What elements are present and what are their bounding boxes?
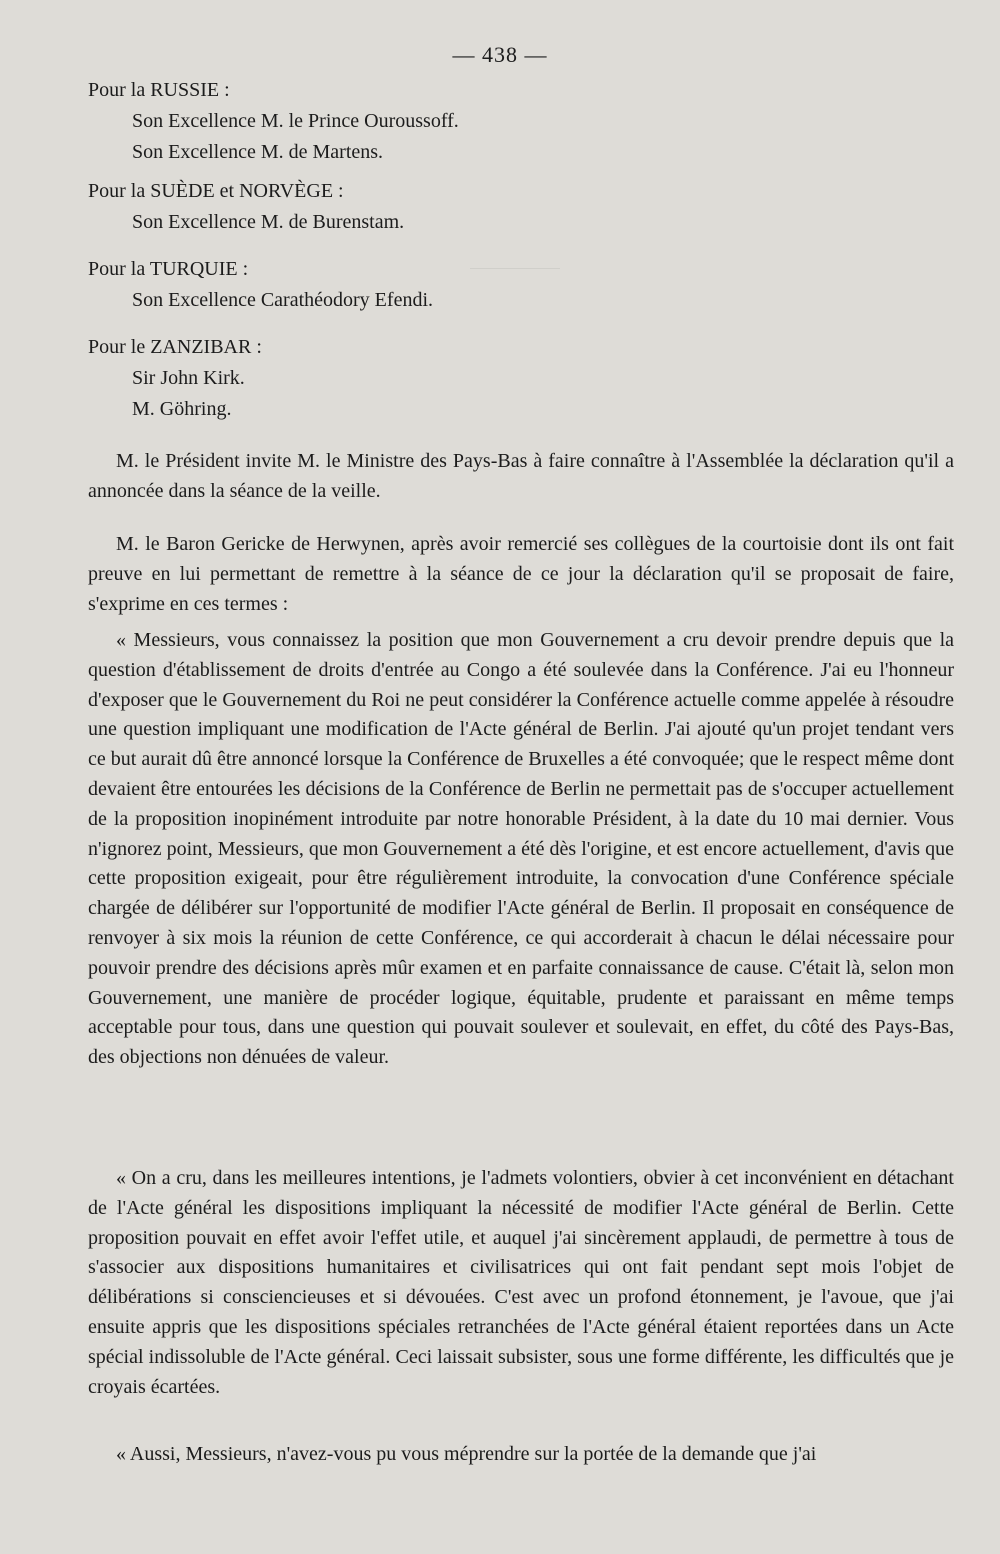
delegation-sweden-norway: [88, 176, 404, 238]
paragraph-declaration-1: [88, 626, 954, 1073]
delegation-country: Pour la SUÈDE et NORVÈGE :: [88, 180, 344, 202]
show-through-rule: [470, 268, 560, 269]
paragraph-text: M. le Président invite M. le Ministre des Pays-Bas à faire connaître à l'Assemblée la déclaration qu'il a annoncée dans la séance de la veille.: [88, 450, 954, 502]
delegation-country: Pour la TURQUIE :: [88, 258, 249, 280]
paragraph-text: « Messieurs, vous connaissez la position que mon Gouvernement a cru devoir prendre depuis que la question d'établissement de droits d'entrée au Congo a été soulevée dans la Conférence. J'ai eu l'honneur d'exposer que le Gouvernement du Roi ne peut considérer la Conférence actuelle comme appelée à résoudre une question impliquant une modification de l'Acte général de Berlin. J'ai ajouté qu'un projet tendant vers ce but aurait dû être annoncé lorsque la Conférence de Bruxelles a été convoquée; que le respect même dont devaient être entourées les décisions de la Conférence de Berlin ne permettait pas de s'occuper actuellement de la proposition inopinément introduite par notre honorable Président, à la date du 10 mai dernier. Vous n'ignorez point, Messieurs, que mon Gouvernement a été dès l'origine, et est encore actuellement, d'avis que cette proposition exigeait, pour être régulièrement introduite, la convocation d'une Conférence spéciale chargée de délibérer sur l'opportunité de modifier l'Acte général de Berlin. Il proposait en conséquence de renvoyer à six mois la réunion de cette Conférence, ce qui accorderait à chacun le délai nécessaire pour pouvoir prendre des décisions après mûr examen et en parfaite connaissance de cause. C'était là, selon mon Gouvernement, une manière de procéder logique, équitable, prudente et paraissant en même temps acceptable pour tous, dans une question qui pouvait soulever et soulevait, en effet, du côté des Pays-Bas, des objections non dénuées de valeur.: [88, 629, 954, 1069]
paragraph-text: M. le Baron Gericke de Herwynen, après avoir remercié ses collègues de la courtoisie dont ils ont fait preuve en lui permettant de remettre à la séance de ce jour la déclaration qu'il se proposait de faire, s'exprime en ces termes :: [88, 533, 954, 615]
paragraph-president: [88, 447, 954, 507]
paragraph-text: « On a cru, dans les meilleures intentions, je l'admets volontiers, obvier à cet inconvénient en détachant de l'Acte général les dispositions impliquant la nécessité de modifier l'Acte général de Berlin. Cette proposition pouvait en effet avoir l'effet utile, et auquel j'ai sincèrement applaudi, de permettre à tous de s'associer aux dispositions humanitaires et civilisatrices qui ont fait pendant sept mois l'objet de délibérations si consciencieuses et si dévouées. C'est avec un profond étonnement, je l'avoue, que j'ai ensuite appris que les dispositions spéciales retranchées de l'Acte général étaient reportées dans un Acte spécial indissoluble de l'Acte général. Ceci laissait subsister, sous une forme différente, les difficultés que je croyais écartées.: [88, 1167, 954, 1398]
delegate-name: Son Excellence M. de Burenstam.: [132, 211, 405, 233]
delegation-zanzibar: [88, 332, 262, 425]
paragraph-declaration-2: [88, 1164, 954, 1402]
paragraph-declaration-3: [88, 1440, 954, 1470]
delegate-name: Son Excellence M. le Prince Ouroussoff.: [132, 110, 459, 132]
delegation-russia: [88, 75, 459, 168]
delegate-name: Sir John Kirk.: [132, 367, 245, 389]
delegate-name: M. Göhring.: [132, 398, 232, 420]
page-number: — 438 —: [452, 42, 548, 67]
delegate-name: Son Excellence Carathéodory Efendi.: [132, 289, 433, 311]
paragraph-gericke-intro: [88, 530, 954, 619]
delegate-name: Son Excellence M. de Martens.: [132, 141, 384, 163]
delegation-country: Pour la RUSSIE :: [88, 79, 230, 101]
delegation-turkey: [88, 254, 433, 316]
paragraph-text: « Aussi, Messieurs, n'avez-vous pu vous méprendre sur la portée de la demande que j'ai: [116, 1443, 817, 1465]
delegation-country: Pour le ZANZIBAR :: [88, 336, 262, 358]
